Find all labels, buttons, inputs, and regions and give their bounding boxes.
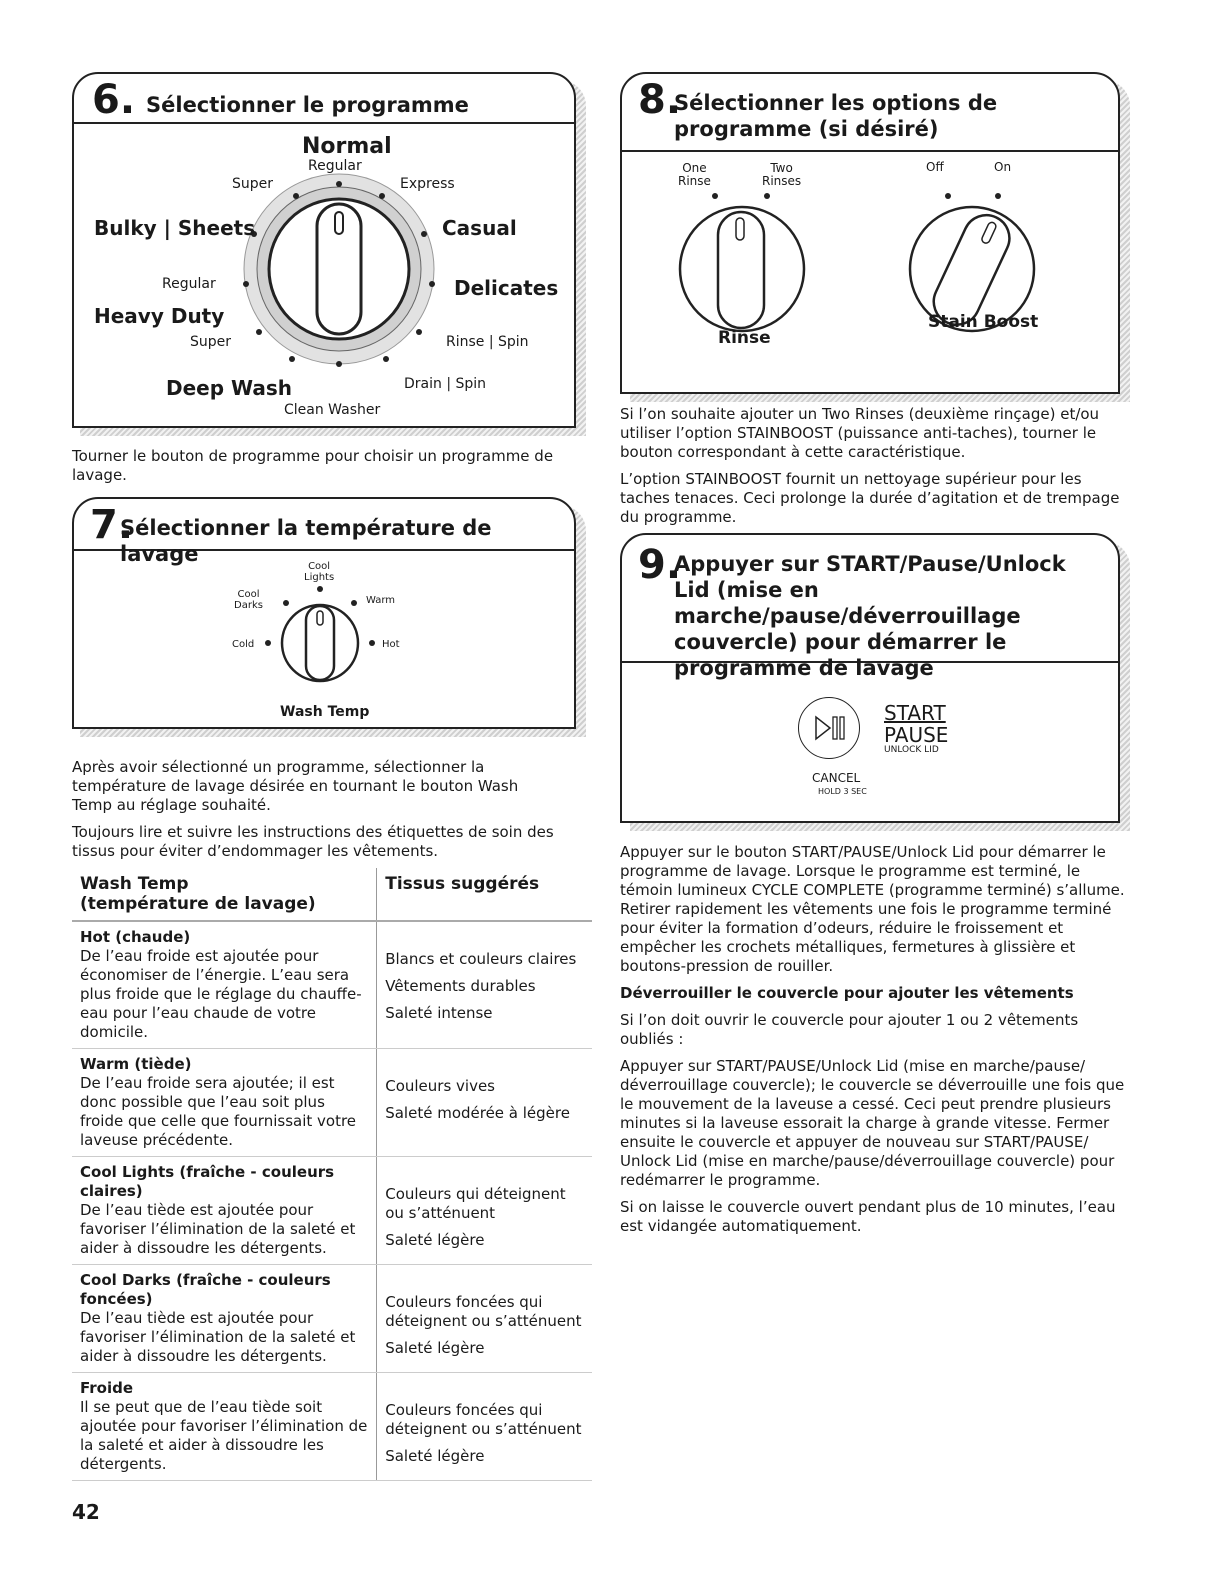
dial-regular-top: Regular bbox=[308, 158, 362, 174]
dial-normal: Normal bbox=[302, 134, 392, 159]
row-fabric: Saleté légère bbox=[385, 1339, 485, 1357]
table-header-col1: Wash Temp (température de lavage) bbox=[72, 868, 377, 921]
step6-box bbox=[72, 72, 576, 428]
table-header bbox=[72, 868, 592, 921]
step8-para2: L’option STAINBOOST fournit un nettoyage supérieur pour les taches tenaces. Ceci prolonge la durée d’agitation et de trempage du programme. bbox=[620, 470, 1120, 526]
wash-temp-label: Wash Temp bbox=[280, 704, 370, 720]
pause-label: PAUSE bbox=[884, 723, 949, 747]
step9-number: 9. bbox=[638, 542, 682, 588]
row-desc: De l’eau tiède est ajoutée pour favoriser l’élimination de la saleté et aider à dissoudre les détergents. bbox=[80, 1201, 356, 1257]
cancel-label: CANCEL bbox=[812, 771, 861, 785]
table-row bbox=[72, 1265, 592, 1373]
row-title: Hot (chaude) bbox=[80, 928, 191, 946]
step9-para4: Si on laisse le couvercle ouvert pendant plus de 10 minutes, l’eau est vidangée automatiquement. bbox=[620, 1198, 1116, 1235]
step8-number: 8. bbox=[638, 77, 682, 123]
step9-box bbox=[620, 533, 1120, 823]
row-fabric: Saleté modérée à légère bbox=[385, 1104, 570, 1122]
row-fabric: Saleté légère bbox=[385, 1231, 485, 1249]
step6-text: Tourner le bouton de programme pour choisir un programme de lavage. bbox=[72, 447, 554, 484]
dial-heavy: Heavy Duty bbox=[94, 304, 225, 328]
dial-casual: Casual bbox=[442, 216, 517, 240]
step7-title: Sélectionner la température de lavage bbox=[120, 516, 492, 566]
dial-regular-left: Regular bbox=[162, 276, 216, 292]
dial-rinse-spin: Rinse | Spin bbox=[446, 334, 529, 350]
step8-title: Sélectionner les options de programme (si désiré) bbox=[674, 91, 998, 141]
wash-temp-table bbox=[72, 868, 592, 1481]
row-desc: De l’eau tiède est ajoutée pour favoriser l’élimination de la saleté et aider à dissoudre les détergents. bbox=[80, 1309, 356, 1365]
play-pause-icon bbox=[799, 698, 859, 758]
row-fabric: Couleurs qui déteignent ou s’atténuent bbox=[385, 1185, 566, 1222]
dial-clean-washer: Clean Washer bbox=[284, 402, 381, 418]
step6-number: 6. bbox=[92, 77, 136, 123]
step8-para1: Si l’on souhaite ajouter un Two Rinses (deuxième rinçage) et/ou utiliser l’option STAINBOOST (puissance anti-taches), tourner le bouton correspondant à cette caractéristique. bbox=[620, 405, 1100, 461]
step8-text bbox=[620, 405, 1120, 535]
step9-para1: Appuyer sur le bouton START/PAUSE/Unlock Lid pour démarrer le programme de lavage. Lorsque le programme est terminé, le témoin lumineux CYCLE COMPLETE (programme terminé) s’allume. Retirer rapidement les vêtements une fois le programme terminé pour éviter la formation d’odeurs, réduire le froissement et empêcher les crochets métalliques, fermetures à glissière et boutons-pression de rouiller. bbox=[620, 843, 1125, 975]
dial-delicates: Delicates bbox=[454, 276, 559, 300]
option-dials bbox=[622, 184, 1118, 384]
dial-cool-darks: Cool Darks bbox=[234, 589, 263, 611]
step9-para2: Si l’on doit ouvrir le couvercle pour ajouter 1 ou 2 vêtements oubliés : bbox=[620, 1011, 1079, 1048]
one-rinse-label: One Rinse bbox=[678, 161, 711, 188]
step7-para2: Toujours lire et suivre les instructions des étiquettes de soin des tissus pour éviter d’endommager les vêtements. bbox=[72, 823, 554, 860]
dial-super-top: Super bbox=[232, 176, 274, 192]
row-desc: De l’eau froide sera ajoutée; il est donc possible que l’eau soit plus froide que celle que fournissait votre laveuse précédente. bbox=[80, 1074, 357, 1149]
dial-super-left: Super bbox=[190, 334, 232, 350]
row-fabric: Couleurs vives bbox=[385, 1077, 495, 1095]
dial-deep-wash: Deep Wash bbox=[166, 376, 292, 400]
step9-para3: Appuyer sur START/PAUSE/Unlock Lid (mise en marche/pause/ déverrouillage couvercle); le couvercle se déverrouille une fois que le mouvement de la laveuse a cessé. Ceci peut prendre plusieurs minutes si la laveuse essorait la charge à grande vitesse. Fermer ensuite le couvercle et appuyer de nouveau sur START/PAUSE/ Unlock Lid (mise en marche/pause/déverrouillage couvercle) pour redémarrer le programme. bbox=[620, 1057, 1125, 1189]
step7-para1: Après avoir sélectionné un programme, sélectionner la température de lavage désirée en tournant le bouton Wash Temp au réglage souhaité. bbox=[72, 758, 519, 814]
off-label: Off bbox=[926, 160, 944, 174]
stain-boost-label: Stain Boost bbox=[928, 312, 1039, 332]
dial-cold: Cold bbox=[232, 639, 255, 650]
dial-warm: Warm bbox=[366, 595, 396, 606]
table-row bbox=[72, 1049, 592, 1157]
step7-text bbox=[72, 758, 562, 869]
table-header-col2: Tissus suggérés bbox=[377, 868, 592, 921]
start-pause-button[interactable] bbox=[798, 697, 860, 759]
step9-text bbox=[620, 843, 1125, 1244]
row-title: Froide bbox=[80, 1379, 134, 1397]
table-row bbox=[72, 921, 592, 1049]
page-number: 42 bbox=[72, 1500, 100, 1524]
row-desc: De l’eau froide est ajoutée pour économiser de l’énergie. L’eau sera plus froide que le réglage du chauffe-eau pour l’eau chaude de votre domicile. bbox=[80, 947, 362, 1041]
dial-hot: Hot bbox=[382, 639, 400, 650]
dial-express: Express bbox=[400, 176, 455, 192]
rinse-label: Rinse bbox=[718, 328, 771, 348]
row-title: Cool Darks (fraîche - couleurs foncées) bbox=[80, 1271, 331, 1308]
step7-box bbox=[72, 497, 576, 729]
start-label: START bbox=[884, 701, 946, 725]
table-row bbox=[72, 1157, 592, 1265]
row-fabric: Saleté intense bbox=[385, 1004, 493, 1022]
row-fabric: Vêtements durables bbox=[385, 977, 536, 995]
row-title: Warm (tiède) bbox=[80, 1055, 192, 1073]
dial-bulky: Bulky | Sheets bbox=[94, 216, 256, 240]
dial-drain-spin: Drain | Spin bbox=[404, 376, 487, 392]
on-label: On bbox=[994, 160, 1012, 174]
two-rinses-label: Two Rinses bbox=[762, 161, 802, 188]
row-desc: Il se peut que de l’eau tiède soit ajoutée pour favoriser l’élimination de la saleté et aider à dissoudre les détergents. bbox=[80, 1398, 368, 1473]
row-fabric: Blancs et couleurs claires bbox=[385, 950, 577, 968]
step9-title: Appuyer sur START/Pause/Unlock Lid (mise en marche/pause/déverrouillage couvercle) pour démarrer le programme de lavage bbox=[674, 552, 1066, 680]
step6-title: Sélectionner le programme bbox=[146, 93, 469, 117]
unlock-lid-label: UNLOCK LID bbox=[884, 745, 939, 755]
row-fabric: Couleurs foncées qui déteignent ou s’atténuent bbox=[385, 1293, 582, 1330]
hold-label: HOLD 3 SEC bbox=[818, 787, 867, 796]
step8-box bbox=[620, 72, 1120, 394]
step7-number: 7. bbox=[90, 502, 134, 548]
row-title: Cool Lights (fraîche - couleurs claires) bbox=[80, 1163, 335, 1200]
dial-cool-lights: Cool Lights bbox=[304, 561, 335, 583]
table-row bbox=[72, 1373, 592, 1481]
step9-subhead: Déverrouiller le couvercle pour ajouter les vêtements bbox=[620, 984, 1074, 1002]
row-fabric: Saleté légère bbox=[385, 1447, 485, 1465]
row-fabric: Couleurs foncées qui déteignent ou s’atténuent bbox=[385, 1401, 582, 1438]
